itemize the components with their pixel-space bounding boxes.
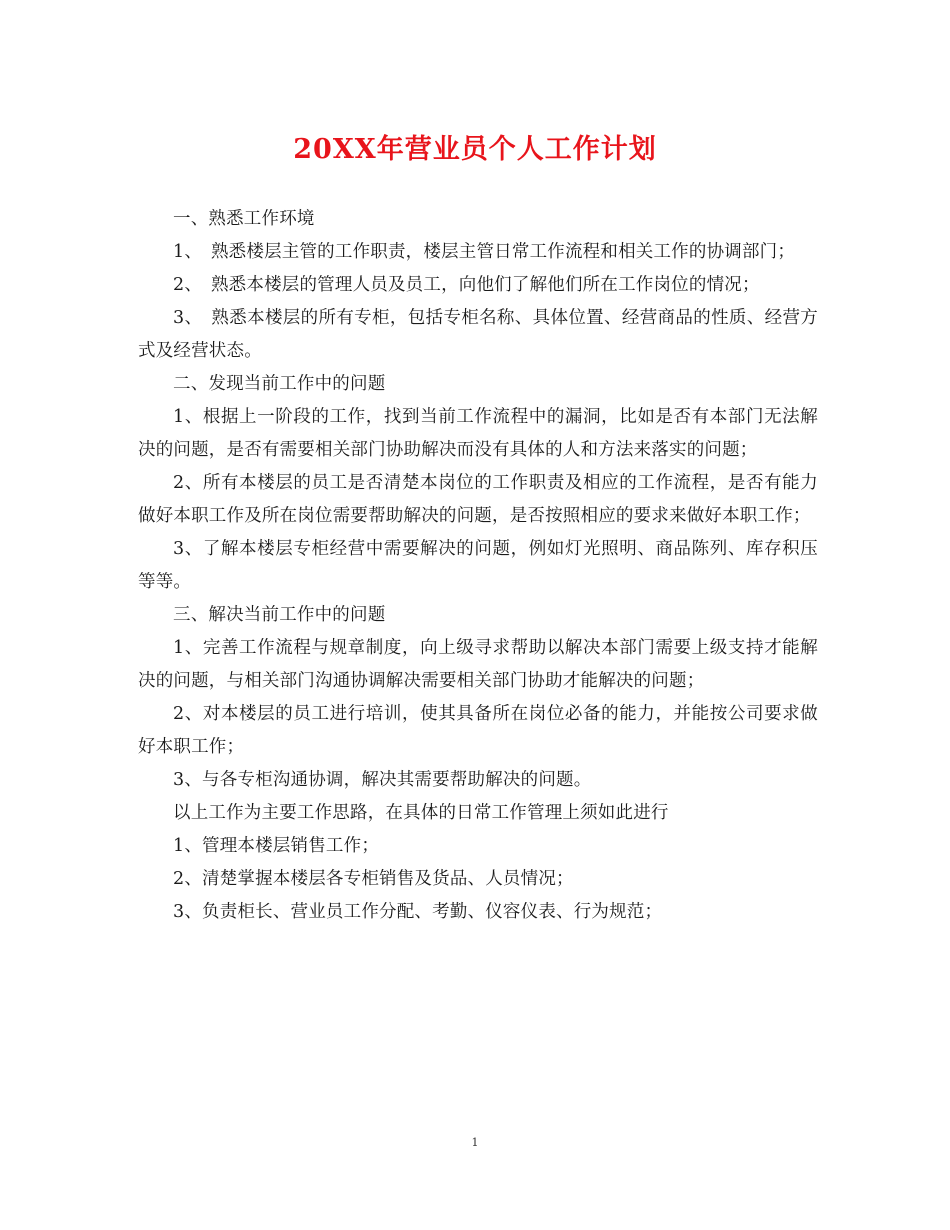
paragraph: 3、负责柜长、营业员工作分配、考勤、仪容仪表、行为规范；	[173, 902, 663, 922]
paragraph: 3、与各专柜沟通协调，解决其需要帮助解决的问题。	[173, 770, 592, 790]
section-heading-1: 一、熟悉工作环境	[173, 209, 315, 229]
paragraph: 2、 熟悉本楼层的管理人员及员工，向他们了解他们所在工作岗位的情况；	[173, 275, 760, 295]
document-title: 20XX年营业员个人工作计划	[293, 134, 657, 165]
paragraph: 2、清楚掌握本楼层各专柜销售及货品、人员情况；	[173, 869, 574, 889]
paragraph: 2、所有本楼层的员工是否清楚本岗位的工作职责及相应的工作流程，是否有能力做好本职工作及所在岗位需要帮助解决的问题，是否按照相应的要求来做好本职工作；	[138, 473, 818, 526]
paragraph: 1、管理本楼层销售工作；	[173, 836, 380, 856]
paragraph: 1、完善工作流程与规章制度，向上级寻求帮助以解决本部门需要上级支持才能解决的问题，与相关部门沟通协调解决需要相关部门协助才能解决的问题；	[138, 638, 818, 691]
paragraph: 1、根据上一阶段的工作，找到当前工作流程中的漏洞，比如是否有本部门无法解决的问题，是否有需要相关部门协助解决而没有具体的人和方法来落实的问题；	[138, 407, 818, 460]
document-body	[138, 203, 818, 929]
page-number: 1	[471, 1136, 479, 1149]
paragraph: 3、了解本楼层专柜经营中需要解决的问题，例如灯光照明、商品陈列、库存积压等等。	[138, 539, 818, 592]
paragraph: 3、 熟悉本楼层的所有专柜，包括专柜名称、具体位置、经营商品的性质、经营方式及经营状态。	[138, 308, 818, 361]
paragraph: 2、对本楼层的员工进行培训，使其具备所在岗位必备的能力，并能按公司要求做好本职工作；	[138, 704, 818, 757]
paragraph: 1、 熟悉楼层主管的工作职责，楼层主管日常工作流程和相关工作的协调部门；	[173, 242, 796, 262]
section-heading-2: 二、发现当前工作中的问题	[173, 374, 386, 394]
section-heading-3: 三、解决当前工作中的问题	[173, 605, 386, 625]
paragraph: 以上工作为主要工作思路，在具体的日常工作管理上须如此进行	[173, 803, 669, 823]
